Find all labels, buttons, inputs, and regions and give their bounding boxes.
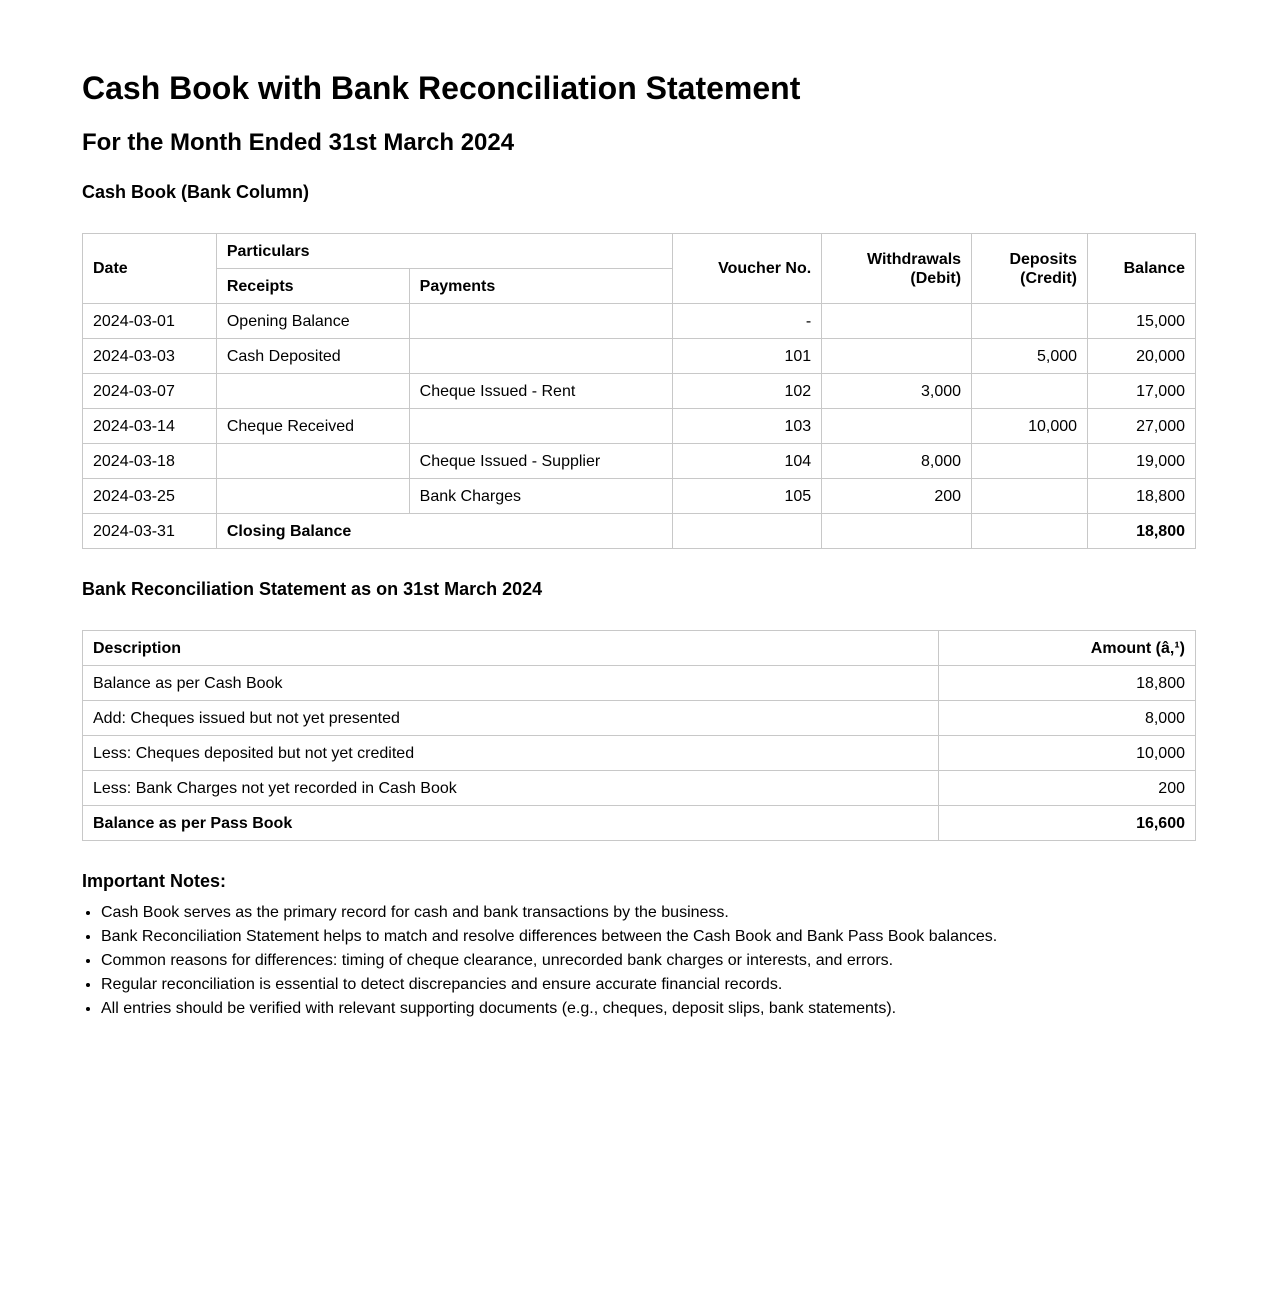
cell-deposits xyxy=(972,514,1088,549)
pass-book-balance-label: Balance as per Pass Book xyxy=(83,806,939,841)
cell-deposits: 5,000 xyxy=(972,339,1088,374)
cell-balance: 15,000 xyxy=(1088,304,1196,339)
cell-amount: 200 xyxy=(939,771,1196,806)
cell-voucher: 101 xyxy=(673,339,822,374)
cell-voucher: 103 xyxy=(673,409,822,444)
cell-withdrawals xyxy=(822,409,972,444)
pass-book-balance-row xyxy=(83,806,1196,841)
cell-amount: 18,800 xyxy=(939,666,1196,701)
cell-receipts xyxy=(216,374,409,409)
cell-withdrawals: 3,000 xyxy=(822,374,972,409)
cell-description: Add: Cheques issued but not yet presented xyxy=(83,701,939,736)
header-deposits: Deposits (Credit) xyxy=(972,234,1088,304)
list-item: • Cash Book serves as the primary record for cash and bank transactions by the business. xyxy=(101,901,1196,925)
table-row xyxy=(83,666,1196,701)
cell-balance: 18,800 xyxy=(1088,479,1196,514)
table-row xyxy=(83,444,1196,479)
header-description: Description xyxy=(83,631,939,666)
brs-heading: Bank Reconciliation Statement as on 31st March 2024 xyxy=(82,579,543,599)
notes-heading: Important Notes: xyxy=(82,871,226,891)
cell-withdrawals xyxy=(822,304,972,339)
cell-balance: 19,000 xyxy=(1088,444,1196,479)
cell-payments xyxy=(409,304,673,339)
cell-receipts: Cash Deposited xyxy=(216,339,409,374)
table-row xyxy=(83,339,1196,374)
cell-date: 2024-03-18 xyxy=(83,444,217,479)
cell-amount: 8,000 xyxy=(939,701,1196,736)
cashbook-heading: Cash Book (Bank Column) xyxy=(82,182,310,202)
pass-book-balance-value: 16,600 xyxy=(939,806,1196,841)
cashbook-table xyxy=(82,233,1196,549)
cell-payments: Cheque Issued - Supplier xyxy=(409,444,673,479)
list-item: • Bank Reconciliation Statement helps to match and resolve differences between the Cash Book and Bank Pass Book balances. xyxy=(101,925,1196,949)
list-item: • Common reasons for differences: timing of cheque clearance, unrecorded bank charges or interests, and errors. xyxy=(101,949,1196,973)
header-payments: Payments xyxy=(409,269,673,304)
list-item: • All entries should be verified with relevant supporting documents (e.g., cheques, deposit slips, bank statements). xyxy=(101,997,1196,1021)
table-row xyxy=(83,374,1196,409)
table-row xyxy=(83,701,1196,736)
cell-date: 2024-03-14 xyxy=(83,409,217,444)
cell-voucher xyxy=(673,514,822,549)
cell-receipts: Opening Balance xyxy=(216,304,409,339)
cell-receipts xyxy=(216,444,409,479)
cell-receipts xyxy=(216,479,409,514)
cell-date: 2024-03-07 xyxy=(83,374,217,409)
header-amount: Amount (â‚¹) xyxy=(939,631,1196,666)
cell-balance: 20,000 xyxy=(1088,339,1196,374)
table-row xyxy=(83,304,1196,339)
header-particulars: Particulars xyxy=(216,234,672,269)
cell-voucher: 104 xyxy=(673,444,822,479)
page-subtitle: For the Month Ended 31st March 2024 xyxy=(82,129,515,156)
cell-date: 2024-03-25 xyxy=(83,479,217,514)
cell-description: Less: Cheques deposited but not yet credited xyxy=(83,736,939,771)
cell-date: 2024-03-03 xyxy=(83,339,217,374)
header-withdrawals: Withdrawals (Debit) xyxy=(822,234,972,304)
cell-withdrawals: 8,000 xyxy=(822,444,972,479)
page-title: Cash Book with Bank Reconciliation Statement xyxy=(82,70,801,106)
cell-deposits xyxy=(972,479,1088,514)
cell-date: 2024-03-31 xyxy=(83,514,217,549)
cell-deposits: 10,000 xyxy=(972,409,1088,444)
header-date: Date xyxy=(83,234,217,304)
cell-voucher: 102 xyxy=(673,374,822,409)
table-row xyxy=(83,736,1196,771)
table-row xyxy=(83,771,1196,806)
table-row xyxy=(83,409,1196,444)
brs-header-row xyxy=(83,631,1196,666)
cell-voucher: - xyxy=(673,304,822,339)
cell-description: Less: Bank Charges not yet recorded in Cash Book xyxy=(83,771,939,806)
header-receipts: Receipts xyxy=(216,269,409,304)
cell-balance: 17,000 xyxy=(1088,374,1196,409)
cell-payments: Bank Charges xyxy=(409,479,673,514)
closing-balance-row xyxy=(83,514,1196,549)
brs-table xyxy=(82,630,1196,841)
cell-deposits xyxy=(972,444,1088,479)
cell-description: Balance as per Cash Book xyxy=(83,666,939,701)
cell-withdrawals: 200 xyxy=(822,479,972,514)
cell-payments xyxy=(409,409,673,444)
notes-list xyxy=(82,901,1196,1021)
cell-withdrawals xyxy=(822,339,972,374)
closing-balance-label: Closing Balance xyxy=(216,514,672,549)
cell-voucher: 105 xyxy=(673,479,822,514)
cell-deposits xyxy=(972,374,1088,409)
closing-balance-value: 18,800 xyxy=(1088,514,1196,549)
cell-balance: 27,000 xyxy=(1088,409,1196,444)
table-row xyxy=(83,479,1196,514)
cashbook-header-row xyxy=(83,234,1196,269)
cell-deposits xyxy=(972,304,1088,339)
cell-withdrawals xyxy=(822,514,972,549)
header-balance: Balance xyxy=(1088,234,1196,304)
cell-receipts: Cheque Received xyxy=(216,409,409,444)
list-item: • Regular reconciliation is essential to detect discrepancies and ensure accurate financial records. xyxy=(101,973,1196,997)
header-voucher: Voucher No. xyxy=(673,234,822,304)
cell-date: 2024-03-01 xyxy=(83,304,217,339)
cell-payments: Cheque Issued - Rent xyxy=(409,374,673,409)
cell-payments xyxy=(409,339,673,374)
cell-amount: 10,000 xyxy=(939,736,1196,771)
